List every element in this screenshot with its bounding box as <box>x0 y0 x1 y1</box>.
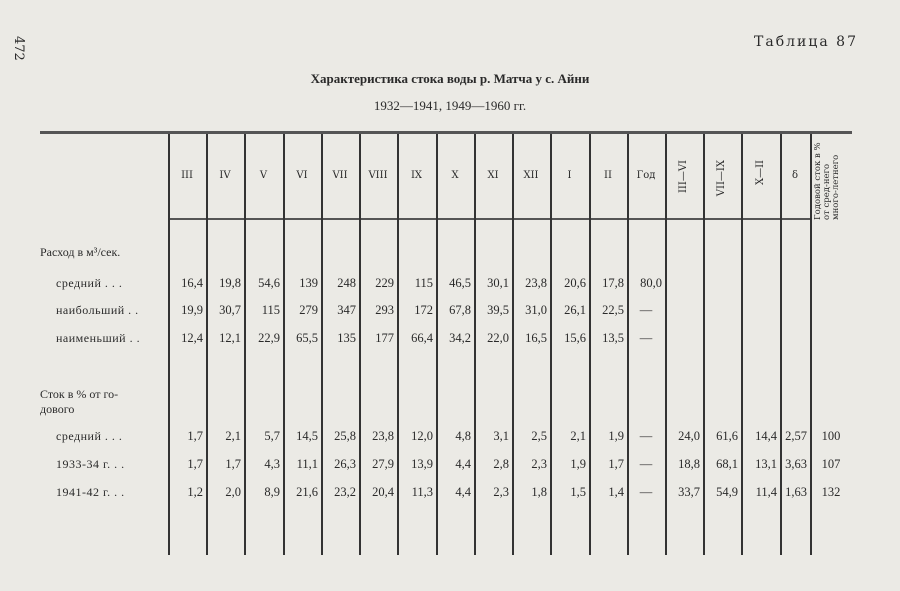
table-cell: 1,7 <box>187 457 203 471</box>
table-cell: 19,9 <box>181 303 203 317</box>
table-cell: 3,63 <box>785 457 807 471</box>
column-header: XII <box>523 170 539 181</box>
row-label: средний . . . <box>56 429 123 443</box>
table-cell: 135 <box>337 331 356 345</box>
table-cell: 67,8 <box>449 303 471 317</box>
table-cell: 2,8 <box>493 457 509 471</box>
column-header: III <box>181 170 193 181</box>
table-cell: 1,5 <box>570 485 586 499</box>
table-cell: 24,0 <box>678 429 700 443</box>
table-cell: 4,8 <box>455 429 471 443</box>
table-cell: 1,7 <box>225 457 241 471</box>
table-cell: 14,5 <box>296 429 318 443</box>
table-cell: 1,7 <box>187 429 203 443</box>
table-cell: 23,2 <box>334 485 356 499</box>
table-cell: 39,5 <box>487 303 509 317</box>
row-label: средний . . . <box>56 276 123 290</box>
table-title: Характеристика стока воды р. Матча у с. Айни <box>310 71 590 86</box>
table-cell: 19,8 <box>219 276 241 290</box>
row-label: 1933-34 г. . . <box>56 457 125 471</box>
table-cell: 11,1 <box>296 457 318 471</box>
table-cell: 27,9 <box>372 457 394 471</box>
table-cell: 4,4 <box>455 457 471 471</box>
table-cell: 293 <box>375 303 394 317</box>
column-header: IV <box>219 170 231 181</box>
table-cell: 26,3 <box>334 457 356 471</box>
table-subtitle: 1932—1941, 1949—1960 гг. <box>373 98 527 113</box>
table-cell: 54,9 <box>716 485 738 499</box>
table-cell: 139 <box>299 276 318 290</box>
column-header: II <box>604 170 612 181</box>
table-cell: 1,63 <box>785 485 807 499</box>
table-cell: — <box>639 331 653 345</box>
table-cell: 177 <box>375 331 394 345</box>
table-cell: 17,8 <box>602 276 624 290</box>
table-cell: 2,0 <box>225 485 241 499</box>
table-cell: — <box>639 303 653 317</box>
table-cell: 132 <box>821 485 841 499</box>
table-cell: — <box>639 485 653 499</box>
table-cell: 11,3 <box>411 485 433 499</box>
table-cell: 25,8 <box>334 429 356 443</box>
column-header: VII—IX <box>716 160 727 197</box>
header-rule <box>168 218 810 220</box>
column-header: V <box>259 170 268 181</box>
table-cell: 68,1 <box>716 457 738 471</box>
table-cell: 1,8 <box>531 485 547 499</box>
table-cell: 23,8 <box>372 429 394 443</box>
column-header-annual-percent: Годовой сток в % от сред-него много-летнего <box>813 142 841 220</box>
table-cell: 31,0 <box>525 303 547 317</box>
table-cell: 30,1 <box>487 276 509 290</box>
table-cell: 65,5 <box>296 331 318 345</box>
row-label: наибольший . . <box>56 303 139 317</box>
table-cell: 115 <box>414 276 433 290</box>
table-cell: 4,4 <box>455 485 471 499</box>
table-cell: 30,7 <box>219 303 241 317</box>
table-cell: 16,5 <box>525 331 547 345</box>
table-cell: 23,8 <box>525 276 547 290</box>
table-cell: 12,4 <box>181 331 203 345</box>
table-cell: 80,0 <box>640 276 662 290</box>
table-cell: 1,9 <box>608 429 624 443</box>
table-cell: 2,3 <box>531 457 547 471</box>
column-header: VI <box>296 170 308 181</box>
table-cell: 22,5 <box>602 303 624 317</box>
table-cell: 115 <box>261 303 280 317</box>
table-cell: 13,5 <box>602 331 624 345</box>
table-cell: 172 <box>414 303 433 317</box>
table-cell: 1,2 <box>187 485 203 499</box>
table-cell: 15,6 <box>564 331 586 345</box>
table-cell: 12,1 <box>219 331 241 345</box>
table-cell: 1,4 <box>608 485 624 499</box>
table-cell: 2,1 <box>225 429 241 443</box>
table-cell: 21,6 <box>296 485 318 499</box>
table-cell: 20,4 <box>372 485 394 499</box>
table-cell: 3,1 <box>493 429 509 443</box>
table-cell: 2,5 <box>531 429 547 443</box>
row-label: наименьший . . <box>56 331 141 345</box>
column-header: VIII <box>368 170 388 181</box>
table-cell: 13,1 <box>755 457 777 471</box>
table-top-rule <box>40 131 852 134</box>
column-header: Год <box>636 170 656 181</box>
column-header: X <box>451 170 459 181</box>
table-cell: 5,7 <box>264 429 280 443</box>
table-cell: 2,57 <box>785 429 807 443</box>
table-cell: 61,6 <box>716 429 738 443</box>
table-cell: 14,4 <box>755 429 777 443</box>
table-cell: 22,9 <box>258 331 280 345</box>
column-header: δ <box>791 170 799 181</box>
section-heading: Сток в % от го- дового <box>40 387 119 416</box>
column-header: X—II <box>754 160 766 186</box>
table-cell: 20,6 <box>564 276 586 290</box>
table-cell: 54,6 <box>258 276 280 290</box>
table-cell: 347 <box>337 303 356 317</box>
row-label: 1941-42 г. . . <box>56 485 125 499</box>
page-number: 472 <box>11 36 26 61</box>
table-cell: 1,7 <box>608 457 624 471</box>
section-heading: Расход в м³/сек. <box>40 245 121 259</box>
table-cell: 46,5 <box>449 276 471 290</box>
table-cell: 279 <box>299 303 318 317</box>
table-cell: — <box>639 457 653 471</box>
table-cell: 13,9 <box>411 457 433 471</box>
table-cell: 26,1 <box>564 303 586 317</box>
table-cell: 1,9 <box>570 457 586 471</box>
column-header: VII <box>332 170 348 181</box>
table-cell: 229 <box>375 276 394 290</box>
table-cell: 18,8 <box>678 457 700 471</box>
table-cell: 11,4 <box>755 485 777 499</box>
table-cell: 34,2 <box>449 331 471 345</box>
table-cell: — <box>639 429 653 443</box>
table-cell: 248 <box>337 276 356 290</box>
table-cell: 12,0 <box>411 429 433 443</box>
table-cell: 2,1 <box>570 429 586 443</box>
column-header: III—VI <box>678 160 689 194</box>
table-cell: 100 <box>821 429 841 443</box>
table-cell: 16,4 <box>181 276 203 290</box>
table-cell: 4,3 <box>264 457 280 471</box>
table-cell: 107 <box>821 457 841 471</box>
table-label: Таблица 87 <box>754 34 858 50</box>
column-header: XI <box>487 170 499 181</box>
table-cell: 8,9 <box>264 485 280 499</box>
table-cell: 2,3 <box>493 485 509 499</box>
column-header: I <box>567 170 572 181</box>
table-cell: 66,4 <box>411 331 433 345</box>
column-header: IX <box>410 170 423 181</box>
table-cell: 22,0 <box>487 331 509 345</box>
table-cell: 33,7 <box>678 485 700 499</box>
